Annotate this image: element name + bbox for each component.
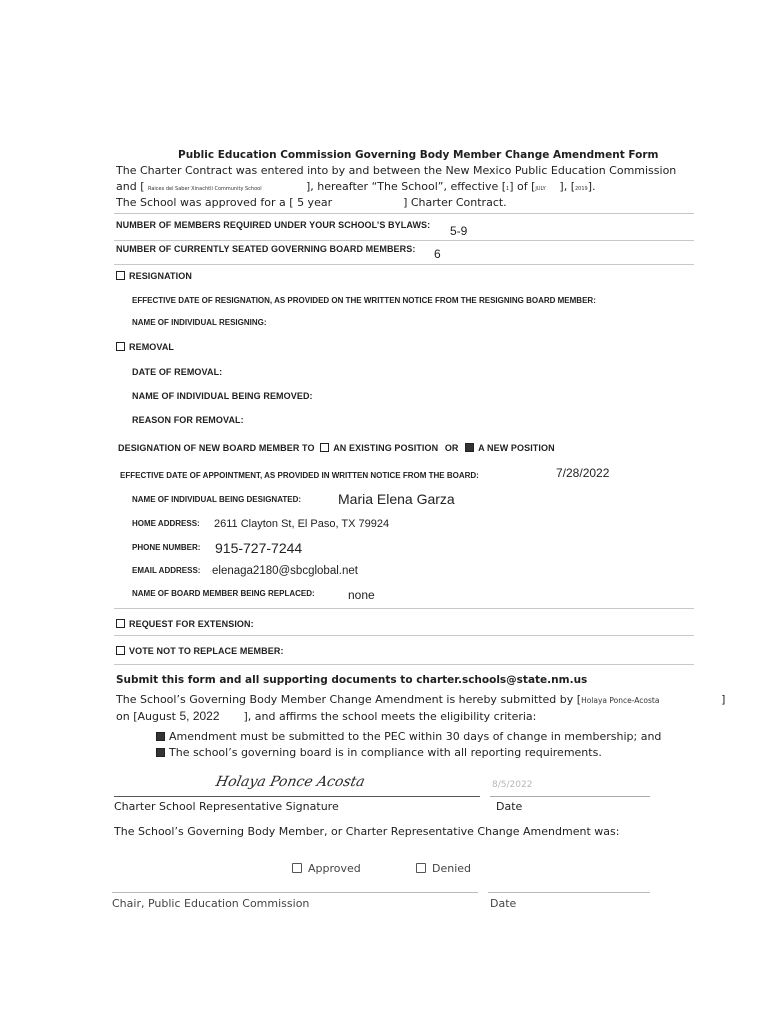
extension-option[interactable] — [116, 619, 254, 629]
approved-pre: The School was approved for a [ — [116, 196, 294, 209]
vote-option[interactable] — [116, 646, 284, 656]
removal-option[interactable] — [116, 342, 174, 352]
denied-option[interactable] — [416, 862, 471, 875]
submit-date-field[interactable]: 5, 2022 — [179, 709, 220, 723]
approved-label: Approved — [308, 862, 361, 875]
designee-name-value[interactable]: Maria Elena Garza — [338, 491, 455, 507]
members-seated-label: NUMBER OF CURRENTLY SEATED GOVERNING BOARD MEMBERS: — [116, 244, 416, 254]
resignation-effective-label: EFFECTIVE DATE OF RESIGNATION, AS PROVIDED ON THE WRITTEN NOTICE FROM THE RESIGNING BOARD MEMBER: — [132, 296, 596, 305]
vote-label: VOTE NOT TO REPLACE MEMBER: — [129, 646, 284, 656]
existing-position-checkbox[interactable] — [320, 443, 329, 452]
divider — [114, 213, 694, 214]
divider — [114, 608, 694, 609]
replaced-value[interactable]: none — [348, 588, 375, 602]
signature-date-line — [490, 796, 650, 797]
intro-hereafter: ], hereafter “The School”, effective [ — [305, 180, 507, 193]
removal-reason-label: REASON FOR REMOVAL: — [132, 415, 244, 425]
removal-label: REMOVAL — [129, 342, 175, 352]
form-title: Public Education Commission Governing Body Member Change Amendment Form — [178, 149, 659, 161]
divider — [114, 664, 694, 665]
effective-month-field[interactable]: JULY — [535, 186, 546, 192]
members-required-label: NUMBER OF MEMBERS REQUIRED UNDER YOUR SCHOOL’S BYLAWS: — [116, 220, 431, 230]
intro-line-2 — [116, 180, 596, 193]
new-position-label: A NEW POSITION — [478, 443, 555, 453]
submit-line-2-post: ], and affirms the school meets the eligibility criteria: — [243, 710, 537, 723]
criteria-text: Amendment must be submitted to the PEC within 30 days of change in membership; and — [169, 730, 662, 743]
criteria-checkbox[interactable] — [156, 748, 165, 757]
extension-label: REQUEST FOR EXTENSION: — [129, 619, 254, 629]
home-address-label: HOME ADDRESS: — [132, 519, 200, 528]
submit-line-1-text: The School’s Governing Body Member Change Amendment is hereby submitted by [ — [116, 693, 582, 706]
removal-name-label: NAME OF INDIVIDUAL BEING REMOVED: — [132, 391, 313, 401]
effective-day-field[interactable]: 1 — [506, 186, 510, 192]
representative-signature[interactable]: Holaya Ponce Acosta — [214, 774, 367, 790]
submitter-field[interactable]: Holaya Ponce-Acosta — [581, 696, 660, 705]
designation-label: DESIGNATION OF NEW BOARD MEMBER TO — [118, 443, 315, 453]
removal-checkbox[interactable] — [116, 342, 125, 351]
removal-date-label: DATE OF REMOVAL: — [132, 367, 223, 377]
chair-label: Chair, Public Education Commission — [112, 897, 310, 910]
designee-name-label: NAME OF INDIVIDUAL BEING DESIGNATED: — [132, 495, 302, 504]
signature-label: Charter School Representative Signature — [114, 800, 339, 813]
criteria-item — [156, 746, 602, 759]
vote-checkbox[interactable] — [116, 646, 125, 655]
denied-label: Denied — [432, 862, 472, 875]
criteria-text: The school’s governing board is in compliance with all reporting requirements. — [169, 746, 602, 759]
intro-line-1: The Charter Contract was entered into by and between the New Mexico Public Education Commission — [116, 164, 677, 177]
divider — [114, 264, 694, 265]
email-label: EMAIL ADDRESS: — [132, 566, 201, 575]
home-address-value[interactable]: 2611 Clayton St, El Paso, TX 79924 — [214, 518, 390, 530]
chair-signature-line — [112, 892, 478, 893]
resignation-name-label: NAME OF INDIVIDUAL RESIGNING: — [132, 318, 267, 327]
submit-line-2 — [116, 709, 536, 723]
signature-date-value[interactable]: 8/5/2022 — [492, 780, 533, 790]
existing-position-label: AN EXISTING POSITION — [333, 443, 439, 453]
intro-and: and [ — [116, 180, 145, 193]
chair-date-line — [488, 892, 650, 893]
appointment-date-label: EFFECTIVE DATE OF APPOINTMENT, AS PROVIDED IN WRITTEN NOTICE FROM THE BOARD: — [120, 471, 479, 480]
approved-checkbox[interactable] — [292, 863, 302, 873]
intro-of: ] of [ — [509, 180, 536, 193]
designation-row — [118, 443, 555, 453]
criteria-item — [156, 730, 661, 743]
submit-line-2-pre: on [August — [116, 710, 176, 723]
intro-line-3 — [116, 196, 507, 209]
school-name-field[interactable]: Raices del Saber Xinachtli Community School — [147, 186, 262, 192]
submit-line-1-close: ] — [721, 693, 726, 706]
appointment-date-value[interactable]: 7/28/2022 — [556, 466, 610, 480]
approved-term-field[interactable]: 5 year — [297, 196, 333, 209]
approved-option[interactable] — [292, 862, 361, 875]
divider — [114, 635, 694, 636]
replaced-label: NAME OF BOARD MEMBER BEING REPLACED: — [132, 589, 315, 598]
denied-checkbox[interactable] — [416, 863, 426, 873]
resignation-label: RESIGNATION — [129, 271, 192, 281]
extension-checkbox[interactable] — [116, 619, 125, 628]
phone-label: PHONE NUMBER: — [132, 543, 201, 552]
phone-value[interactable]: 915-727-7244 — [215, 540, 303, 556]
members-seated-value[interactable]: 6 — [434, 247, 441, 261]
signature-line — [114, 796, 480, 797]
signature-date-label: Date — [496, 800, 523, 813]
chair-date-label: Date — [490, 897, 517, 910]
new-position-checkbox[interactable] — [465, 443, 474, 452]
members-required-value[interactable]: 5-9 — [450, 224, 468, 238]
effective-year-field[interactable]: 2019 — [575, 186, 588, 192]
or-label: OR — [444, 443, 459, 453]
intro-close: ], [ — [559, 180, 575, 193]
approved-post: ] Charter Contract. — [403, 196, 507, 209]
result-line: The School’s Governing Body Member, or Charter Representative Change Amendment was: — [114, 825, 620, 838]
submit-heading: Submit this form and all supporting documents to charter.schools@state.nm.us — [116, 674, 588, 686]
resignation-checkbox[interactable] — [116, 271, 125, 280]
submit-line-1 — [116, 693, 725, 706]
intro-end: ]. — [587, 180, 596, 193]
divider — [114, 240, 694, 241]
resignation-option[interactable] — [116, 271, 192, 281]
email-value[interactable]: elenaga2180@sbcglobal.net — [212, 565, 358, 577]
criteria-checkbox[interactable] — [156, 732, 165, 741]
